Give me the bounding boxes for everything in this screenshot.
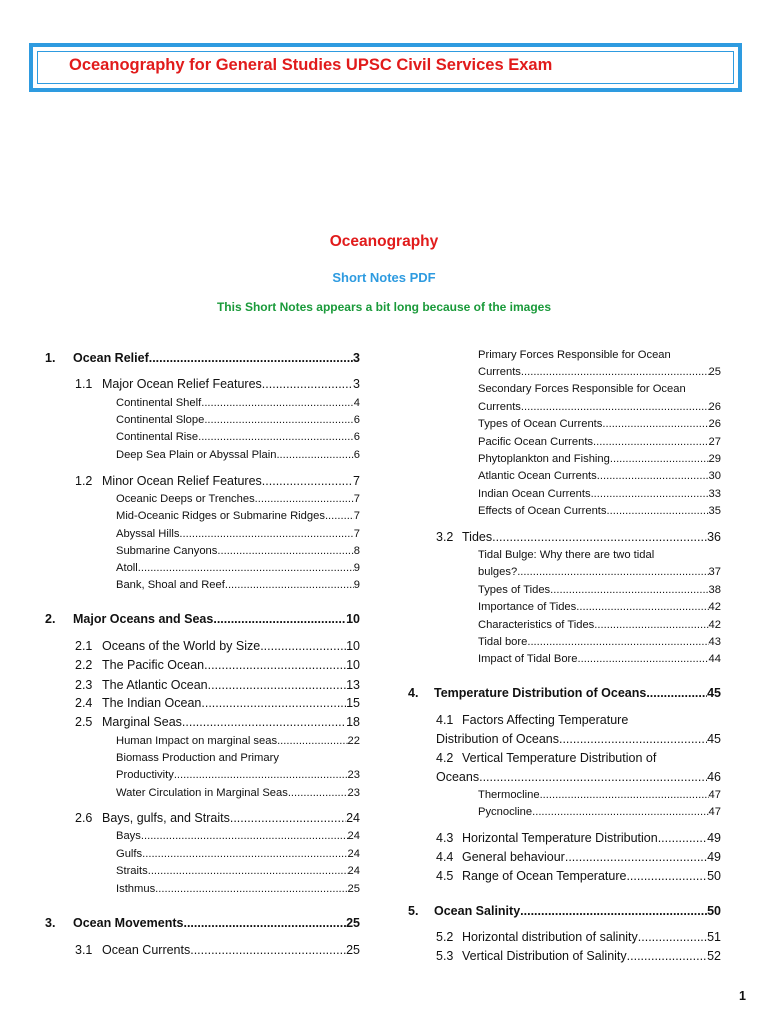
toc-entry[interactable] — [45, 612, 360, 627]
toc-entry-title: Bays — [116, 830, 141, 842]
toc-entry-title: Horizontal Temperature Distribution — [462, 831, 658, 845]
toc-dot-leader — [597, 469, 709, 484]
toc-entry-title: Bank, Shoal and Reef — [116, 579, 225, 591]
toc-entry-title: Tidal Bulge: Why there are two tidal — [478, 549, 655, 561]
toc-entry[interactable] — [116, 509, 360, 524]
toc-entry-page: 4 — [353, 397, 360, 409]
toc-entry-page: 10 — [346, 658, 360, 672]
toc-entry-page: 13 — [346, 678, 360, 692]
toc-entry[interactable] — [478, 600, 721, 615]
toc-entry-title: Isthmus — [116, 883, 156, 895]
toc-dot-leader — [179, 527, 353, 542]
toc-entry-title: Continental Shelf — [116, 397, 202, 409]
toc-entry-page: 46 — [707, 770, 721, 784]
toc-entry[interactable] — [75, 377, 360, 392]
toc-entry-title: Water Circulation in Marginal Seas — [116, 787, 288, 799]
toc-entry-page: 26 — [708, 401, 721, 413]
toc-entry[interactable] — [75, 811, 360, 826]
toc-entry[interactable] — [478, 382, 721, 397]
toc-entry-number: 4.5 — [436, 869, 454, 883]
toc-entry-title: Ocean Currents — [102, 943, 191, 957]
toc-dot-leader — [183, 916, 346, 931]
toc-dot-leader — [627, 949, 707, 964]
toc-entry-number: 4.3 — [436, 831, 454, 845]
toc-entry-title: Thermocline — [478, 789, 540, 801]
toc-dot-leader — [142, 847, 347, 862]
toc-entry-page: 25 — [346, 916, 360, 930]
toc-dot-leader — [230, 811, 346, 826]
toc-dot-leader — [255, 492, 354, 507]
toc-entry-number: 1.2 — [75, 474, 93, 488]
toc-entry-number: 2.2 — [75, 658, 93, 672]
toc-entry-title: Oceanic Deeps or Trenches — [116, 493, 255, 505]
toc-dot-leader — [182, 715, 346, 730]
toc-dot-leader — [190, 943, 346, 958]
toc-entry[interactable] — [116, 396, 360, 411]
toc-entry[interactable] — [478, 618, 721, 633]
toc-entry[interactable] — [408, 686, 721, 701]
toc-entry-title: bulges? — [478, 566, 518, 578]
toc-entry[interactable] — [116, 751, 360, 766]
toc-entry-title: Productivity — [116, 769, 174, 781]
toc-entry-page: 47 — [708, 789, 721, 801]
toc-entry-page: 25 — [347, 883, 360, 895]
toc-entry-title: The Atlantic Ocean — [102, 678, 208, 692]
toc-entry-page: 35 — [708, 505, 721, 517]
toc-entry-title: Ocean Relief — [73, 351, 149, 365]
toc-entry-page: 6 — [353, 449, 360, 461]
toc-entry[interactable] — [45, 916, 360, 931]
toc-entry[interactable] — [116, 544, 360, 559]
toc-entry-title: Horizontal distribution of salinity — [462, 930, 638, 944]
toc-dot-leader — [138, 561, 354, 576]
toc-entry[interactable] — [116, 430, 360, 445]
toc-dot-leader — [565, 850, 707, 865]
toc-dot-leader — [607, 504, 709, 519]
toc-dot-leader — [174, 768, 348, 783]
header-title: Oceanography for General Studies UPSC Civil Services Exam — [69, 56, 553, 74]
toc-dot-leader — [288, 786, 348, 801]
toc-entry-page: 7 — [353, 474, 360, 488]
toc-dot-leader — [521, 400, 709, 415]
toc-dot-leader — [520, 904, 707, 919]
toc-entry[interactable] — [478, 365, 721, 380]
toc-dot-leader — [262, 377, 353, 392]
toc-entry-title: Vertical Temperature Distribution of — [462, 751, 657, 765]
toc-entry-page: 37 — [708, 566, 721, 578]
toc-entry-page: 47 — [708, 806, 721, 818]
toc-dot-leader — [204, 413, 353, 428]
toc-entry[interactable] — [478, 417, 721, 432]
toc-entry-page: 24 — [346, 811, 360, 825]
toc-entry-page: 43 — [708, 636, 721, 648]
toc-entry[interactable] — [436, 930, 721, 945]
toc-entry[interactable] — [116, 527, 360, 542]
toc-entry-title: Human Impact on marginal seas — [116, 735, 278, 747]
toc-dot-leader — [602, 417, 708, 432]
toc-entry[interactable] — [478, 504, 721, 519]
toc-entry-title: Continental Slope — [116, 414, 205, 426]
toc-entry-title: The Pacific Ocean — [102, 658, 205, 672]
toc-entry[interactable] — [478, 583, 721, 598]
toc-dot-leader — [204, 658, 346, 673]
toc-entry-number: 5.3 — [436, 949, 454, 963]
toc-dot-leader — [576, 600, 708, 615]
toc-entry-page: 18 — [346, 715, 360, 729]
toc-dot-leader — [559, 732, 707, 747]
toc-entry-page: 52 — [707, 949, 721, 963]
toc-entry-page: 6 — [353, 431, 360, 443]
toc-entry-number: 1.1 — [75, 377, 93, 391]
toc-dot-leader — [578, 652, 709, 667]
toc-entry-page: 45 — [707, 732, 721, 746]
toc-entry-page: 24 — [347, 865, 360, 877]
toc-dot-leader — [225, 578, 354, 593]
toc-entry-page: 26 — [708, 418, 721, 430]
toc-entry[interactable] — [116, 578, 360, 593]
toc-entry-page: 9 — [353, 562, 360, 574]
toc-entry[interactable] — [478, 435, 721, 450]
toc-dot-leader — [148, 864, 348, 879]
toc-dot-leader — [198, 430, 354, 445]
toc-entry-number: 4.2 — [436, 751, 454, 765]
toc-entry-title: Primary Forces Responsible for Ocean — [478, 349, 671, 361]
toc-entry[interactable] — [478, 565, 721, 580]
toc-entry-title: Characteristics of Tides — [478, 619, 595, 631]
toc-entry-title: Atlantic Ocean Currents — [478, 470, 597, 482]
toc-entry-title: Gulfs — [116, 848, 143, 860]
toc-entry[interactable] — [75, 474, 360, 489]
toc-entry-number: 2. — [45, 612, 56, 626]
toc-entry[interactable] — [478, 805, 721, 820]
toc-dot-leader — [626, 869, 707, 884]
toc-entry[interactable] — [436, 530, 721, 545]
toc-entry-title: Distribution of Oceans — [436, 732, 559, 746]
toc-entry-title: Currents — [478, 401, 521, 413]
toc-entry[interactable] — [436, 850, 721, 865]
toc-entry-page: 23 — [347, 769, 360, 781]
toc-entry[interactable] — [478, 348, 721, 363]
toc-dot-leader — [201, 696, 346, 711]
document-title: Oceanography — [329, 233, 439, 250]
toc-entry-title: The Indian Ocean — [102, 696, 202, 710]
toc-entry[interactable] — [478, 487, 721, 502]
toc-entry-number: 4. — [408, 686, 419, 700]
toc-entry-number: 5.2 — [436, 930, 454, 944]
toc-entry[interactable] — [45, 351, 360, 366]
toc-entry-title: Tides — [462, 530, 493, 544]
toc-entry-page: 3 — [353, 351, 360, 365]
toc-dot-leader — [527, 635, 708, 650]
toc-entry-page: 30 — [708, 470, 721, 482]
toc-entry[interactable] — [436, 732, 721, 747]
toc-dot-leader — [492, 530, 707, 545]
toc-entry[interactable] — [478, 452, 721, 467]
toc-entry-number: 3.2 — [436, 530, 454, 544]
toc-entry-title: Mid-Oceanic Ridges or Submarine Ridges — [116, 510, 325, 522]
toc-entry[interactable] — [116, 864, 360, 879]
toc-entry-number: 1. — [45, 351, 56, 365]
toc-entry[interactable] — [436, 949, 721, 964]
toc-entry[interactable] — [75, 943, 360, 958]
toc-dot-leader — [277, 734, 347, 749]
toc-entry[interactable] — [478, 635, 721, 650]
toc-entry-title: Importance of Tides — [478, 601, 577, 613]
toc-entry-title: Straits — [116, 865, 148, 877]
toc-entry-page: 27 — [708, 436, 721, 448]
toc-dot-leader — [149, 351, 353, 366]
toc-entry-page: 36 — [707, 530, 721, 544]
toc-entry-page: 33 — [708, 488, 721, 500]
toc-entry[interactable] — [75, 658, 360, 673]
toc-entry[interactable] — [116, 768, 360, 783]
toc-entry-page: 10 — [346, 612, 360, 626]
toc-entry-title: General behaviour — [462, 850, 565, 864]
toc-entry[interactable] — [436, 713, 721, 728]
toc-entry-title: Indian Ocean Currents — [478, 488, 591, 500]
toc-entry-title: Temperature Distribution of Oceans — [434, 686, 647, 700]
document-subtitle: Short Notes PDF — [332, 270, 436, 285]
toc-entry-page: 51 — [707, 930, 721, 944]
toc-dot-leader — [532, 805, 708, 820]
toc-entry-number: 5. — [408, 904, 419, 918]
toc-entry-number: 2.3 — [75, 678, 93, 692]
toc-entry-page: 23 — [347, 787, 360, 799]
toc-entry[interactable] — [116, 786, 360, 801]
toc-entry-title: Abyssal Hills — [116, 528, 180, 540]
toc-entry-title: Vertical Distribution of Salinity — [462, 949, 627, 963]
toc-dot-leader — [217, 544, 353, 559]
toc-entry-title: Types of Ocean Currents — [478, 418, 603, 430]
toc-entry[interactable] — [116, 847, 360, 862]
toc-entry-page: 45 — [707, 686, 721, 700]
toc-entry-title: Major Ocean Relief Features — [102, 377, 262, 391]
toc-entry-title: Secondary Forces Responsible for Ocean — [478, 383, 686, 395]
toc-entry-title: Minor Ocean Relief Features — [102, 474, 262, 488]
toc-entry-page: 3 — [353, 377, 360, 391]
toc-entry[interactable] — [116, 413, 360, 428]
toc-entry-page: 9 — [353, 579, 360, 591]
toc-dot-leader — [593, 435, 709, 450]
toc-entry-page: 7 — [353, 510, 360, 522]
toc-dot-leader — [213, 612, 346, 627]
toc-dot-leader — [208, 678, 346, 693]
toc-dot-leader — [646, 686, 707, 701]
toc-entry-page: 50 — [707, 904, 721, 918]
toc-entry-number: 4.1 — [436, 713, 454, 727]
toc-entry-page: 42 — [708, 619, 721, 631]
toc-dot-leader — [594, 618, 708, 633]
toc-entry[interactable] — [116, 561, 360, 576]
toc-dot-leader — [610, 452, 709, 467]
toc-entry-title: Ocean Salinity — [434, 904, 521, 918]
toc-entry-title: Range of Ocean Temperature — [462, 869, 627, 883]
toc-entry-page: 38 — [708, 584, 721, 596]
toc-entry[interactable] — [478, 400, 721, 415]
toc-entry-title: Types of Tides — [478, 584, 551, 596]
toc-entry[interactable] — [75, 715, 360, 730]
toc-entry-title: Oceans of the World by Size — [102, 639, 261, 653]
toc-entry-title: Effects of Ocean Currents — [478, 505, 607, 517]
toc-entry-page: 50 — [707, 869, 721, 883]
toc-dot-leader — [325, 509, 354, 524]
toc-dot-leader — [201, 396, 354, 411]
toc-entry[interactable] — [436, 770, 721, 785]
toc-entry-page: 10 — [346, 639, 360, 653]
toc-dot-leader — [540, 788, 709, 803]
toc-dot-leader — [260, 639, 346, 654]
page-number: 1 — [739, 989, 746, 1003]
toc-entry[interactable] — [116, 448, 360, 463]
toc-entry-number: 3. — [45, 916, 56, 930]
toc-entry-page: 24 — [347, 830, 360, 842]
toc-dot-leader — [262, 474, 353, 489]
toc-entry-title: Continental Rise — [116, 431, 199, 443]
toc-entry-title: Pacific Ocean Currents — [478, 436, 594, 448]
toc-entry[interactable] — [408, 904, 721, 919]
toc-entry-page: 6 — [353, 414, 360, 426]
toc-entry-title: Marginal Seas — [102, 715, 182, 729]
toc-entry[interactable] — [478, 548, 721, 563]
toc-entry-title: Phytoplankton and Fishing — [478, 453, 610, 465]
toc-entry-title: Impact of Tidal Bore — [478, 653, 578, 665]
toc-entry-page: 22 — [347, 735, 360, 747]
toc-entry[interactable] — [75, 696, 360, 711]
toc-dot-leader — [155, 882, 347, 897]
toc-entry-title: Atoll — [116, 562, 138, 574]
toc-entry-page: 49 — [707, 850, 721, 864]
toc-dot-leader — [141, 829, 348, 844]
toc-entry[interactable] — [478, 788, 721, 803]
toc-entry[interactable] — [436, 751, 721, 766]
toc-entry-number: 2.4 — [75, 696, 93, 710]
toc-entry[interactable] — [478, 469, 721, 484]
toc-entry-title: Deep Sea Plain or Abyssal Plain — [116, 449, 277, 461]
header-frame — [29, 43, 742, 92]
toc-entry-page: 25 — [346, 943, 360, 957]
toc-entry[interactable] — [116, 734, 360, 749]
toc-entry[interactable] — [75, 639, 360, 654]
toc-entry-page: 8 — [353, 545, 360, 557]
toc-entry-title: Biomass Production and Primary — [116, 752, 279, 764]
toc-entry-title: Pycnocline — [478, 806, 533, 818]
toc-dot-leader — [550, 583, 708, 598]
toc-entry[interactable] — [75, 678, 360, 693]
toc-dot-leader — [638, 930, 707, 945]
toc-entry-page: 25 — [708, 366, 721, 378]
toc-entry-number: 2.6 — [75, 811, 93, 825]
toc-entry-page: 44 — [708, 653, 721, 665]
toc-dot-leader — [658, 831, 707, 846]
toc-entry[interactable] — [436, 831, 721, 846]
toc-entry-title: Tidal bore — [478, 636, 528, 648]
toc-entry[interactable] — [116, 829, 360, 844]
toc-entry-page: 29 — [708, 453, 721, 465]
toc-entry-number: 2.1 — [75, 639, 93, 653]
toc-entry-title: Submarine Canyons — [116, 545, 218, 557]
toc-entry-number: 4.4 — [436, 850, 454, 864]
toc-dot-leader — [276, 448, 353, 463]
toc-entry[interactable] — [478, 652, 721, 667]
toc-entry-page: 24 — [347, 848, 360, 860]
toc-entry-title: Currents — [478, 366, 521, 378]
toc-dot-leader — [591, 487, 709, 502]
toc-entry[interactable] — [436, 869, 721, 884]
toc-entry-page: 15 — [346, 696, 360, 710]
toc-entry-title: Ocean Movements — [73, 916, 184, 930]
toc-entry-title: Factors Affecting Temperature — [462, 713, 629, 727]
toc-entry-page: 7 — [353, 493, 360, 505]
toc-entry-title: Major Oceans and Seas — [73, 612, 214, 626]
toc-entry-page: 49 — [707, 831, 721, 845]
toc-dot-leader — [517, 565, 708, 580]
toc-entry-title: Oceans — [436, 770, 480, 784]
document-note: This Short Notes appears a bit long because of the images — [216, 300, 552, 314]
toc-dot-leader — [479, 770, 707, 785]
toc-entry-number: 3.1 — [75, 943, 93, 957]
toc-dot-leader — [521, 365, 709, 380]
toc-entry-number: 2.5 — [75, 715, 93, 729]
toc-entry[interactable] — [116, 882, 360, 897]
toc-entry-page: 7 — [353, 528, 360, 540]
toc-entry-title: Bays, gulfs, and Straits — [102, 811, 230, 825]
toc-entry[interactable] — [116, 492, 360, 507]
toc-entry-page: 42 — [708, 601, 721, 613]
